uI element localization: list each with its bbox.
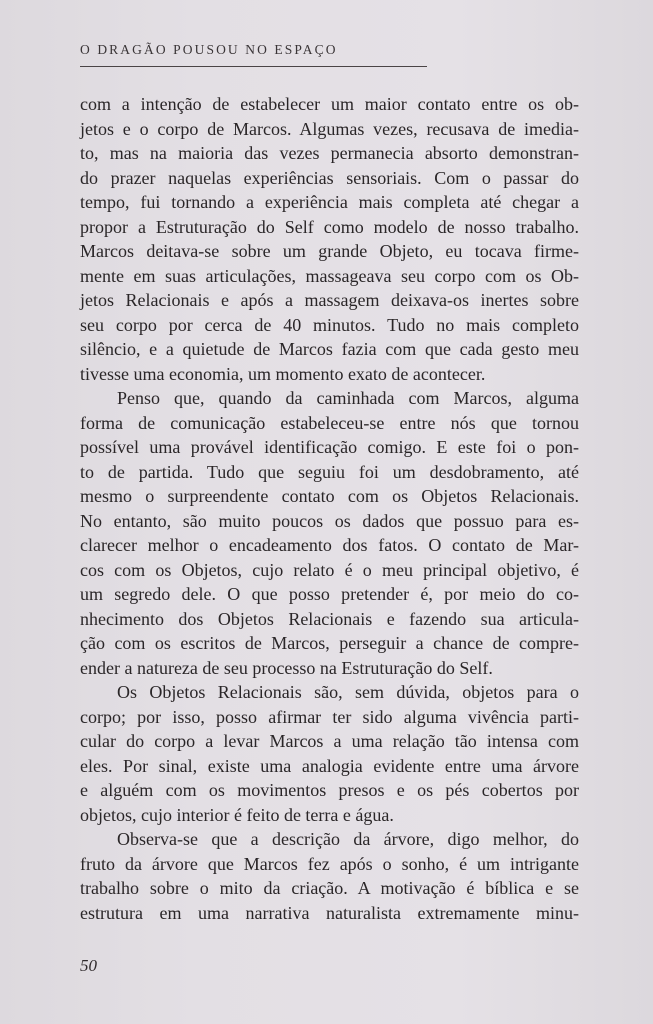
text-line: jetos e o corpo de Marcos. Algumas vezes, recusava de imedia- <box>80 118 579 139</box>
page-number: 50 <box>80 956 97 975</box>
text-line: No entanto, são muito poucos os dados que possuo para es- <box>80 510 579 531</box>
text-line: cos com os Objetos, cujo relato é o meu principal objetivo, é <box>80 559 579 580</box>
text-line: possível uma provável identificação comigo. E este foi o pon- <box>80 437 579 457</box>
text-line: propor a Estruturação do Self como modelo de nosso trabalho. <box>80 216 579 237</box>
text-line: to de partida. Tudo que seguiu foi um desdobramento, até <box>80 461 579 482</box>
text-line: ender a natureza de seu processo na Estruturação do Self. <box>80 657 493 678</box>
text-line: to, mas na maioria das vezes permanecia absorto demonstran- <box>80 143 579 163</box>
text-line: estrutura em uma narrativa naturalista extremamente minu- <box>80 902 579 923</box>
text-line: mente em suas articulações, massageava seu corpo com os Ob- <box>80 265 579 286</box>
text-line: um segredo dele. O que posso pretender é, por meio do co- <box>80 584 579 604</box>
text-line: corpo; por isso, posso afirmar ter sido alguma vivência parti- <box>80 706 579 727</box>
text-line: objetos, cujo interior é feito de terra e água. <box>80 804 394 825</box>
body-text <box>80 92 579 925</box>
text-line: mesmo o surpreendente contato com os Objetos Relacionais. <box>80 486 579 506</box>
text-line: e alguém com os movimentos presos e os pés cobertos por <box>80 780 579 800</box>
text-line: trabalho sobre o mito da criação. A motivação é bíblica e se <box>80 878 579 898</box>
text-line: clarecer melhor o encadeamento dos fatos. O contato de Mar- <box>80 535 579 555</box>
text-line: silêncio, e a quietude de Marcos fazia com que cada gesto meu <box>80 339 579 359</box>
text-line: com a intenção de estabelecer um maior contato entre os ob- <box>80 94 579 114</box>
text-line: forma de comunicação estabeleceu-se entre nós que tornou <box>80 412 579 433</box>
text-line: fruto da árvore que Marcos fez após o sonho, é um intrigante <box>80 853 579 874</box>
running-head: O DRAGÃO POUSOU NO ESPAÇO <box>80 42 338 57</box>
text-line: seu corpo por cerca de 40 minutos. Tudo no mais completo <box>80 314 579 335</box>
text-line: cular do corpo a levar Marcos a uma relação tão intensa com <box>80 731 579 751</box>
text-line: tivesse uma economia, um momento exato de acontecer. <box>80 363 486 384</box>
text-line: do prazer naquelas experiências sensoriais. Com o passar do <box>80 167 579 188</box>
header-rule <box>80 66 427 67</box>
text-line: Os Objetos Relacionais são, sem dúvida, objetos para o <box>117 682 579 702</box>
text-line: Marcos deitava-se sobre um grande Objeto, eu tocava firme- <box>80 241 579 261</box>
text-line: jetos Relacionais e após a massagem deixava-os inertes sobre <box>80 290 579 310</box>
text-line: nhecimento dos Objetos Relacionais e fazendo sua articula- <box>80 608 579 629</box>
text-line: tempo, fui tornando a experiência mais completa até chegar a <box>80 192 579 212</box>
text-line: ção com os escritos de Marcos, perseguir a chance de compre- <box>80 633 579 653</box>
text-line: Penso que, quando da caminhada com Marcos, alguma <box>117 388 579 408</box>
text-line: eles. Por sinal, existe uma analogia evidente entre uma árvore <box>80 755 579 776</box>
text-line: Observa-se que a descrição da árvore, digo melhor, do <box>117 829 579 849</box>
